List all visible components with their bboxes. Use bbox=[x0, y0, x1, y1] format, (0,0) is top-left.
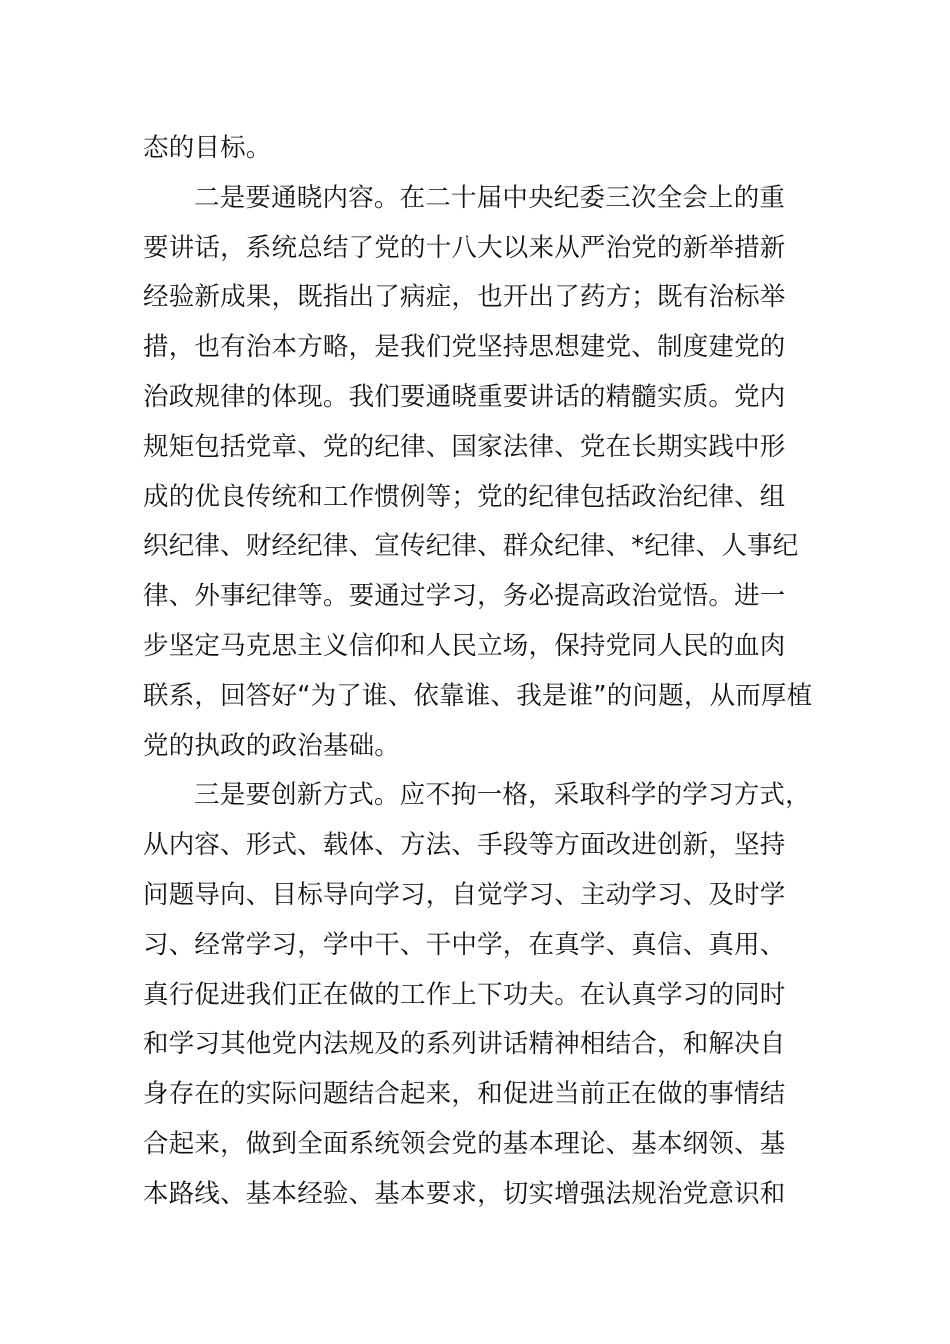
text-line: 合起来，做到全面系统领会党的基本理论、基本纲领、基 bbox=[143, 1128, 786, 1159]
text-line: 和学习其他党内法规及的系列讲话精神相结合，和解决自 bbox=[143, 1029, 786, 1060]
text-line: 二是要通晓内容。在二十届中央纪委三次全会上的重 bbox=[194, 182, 786, 213]
text-line: 律、外事纪律等。要通过学习，务必提高政治觉悟。进一 bbox=[143, 581, 786, 612]
text-line: 规矩包括党章、党的纪律、国家法律、党在长期实践中形 bbox=[143, 431, 786, 462]
text-line: 经验新成果，既指出了病症，也开出了药方；既有治标举 bbox=[143, 282, 786, 313]
text-line: 党的执政的政治基础。 bbox=[143, 730, 401, 761]
text-line: 织纪律、财经纪律、宣传纪律、群众纪律、*纪律、人事纪 bbox=[143, 531, 799, 562]
paragraph-chuangxin-fangshi bbox=[143, 771, 843, 1219]
text-line: 步坚定马克思主义信仰和人民立场，保持党同人民的血肉 bbox=[143, 630, 786, 661]
text-line: 联系，回答好“为了谁、依靠谁、我是谁”的问题，从而厚植 bbox=[143, 680, 813, 711]
text-line: 措，也有治本方略，是我们党坚持思想建党、制度建党的 bbox=[143, 332, 786, 363]
text-line: 问题导向、目标导向学习，自觉学习、主动学习、及时学 bbox=[143, 879, 786, 910]
text-line: 治政规律的体现。我们要通晓重要讲话的精髓实质。党内 bbox=[143, 381, 786, 412]
text-line: 三是要创新方式。应不拘一格，采取科学的学习方式， bbox=[194, 780, 811, 811]
text-line: 成的优良传统和工作惯例等；党的纪律包括政治纪律、组 bbox=[143, 481, 786, 512]
text-line: 习、经常学习，学中干、干中学，在真学、真信、真用、 bbox=[143, 929, 786, 960]
text-line: 身存在的实际问题结合起来，和促进当前正在做的事情结 bbox=[143, 1079, 786, 1110]
text-line: 真行促进我们正在做的工作上下功夫。在认真学习的同时 bbox=[143, 979, 786, 1010]
body-text bbox=[143, 124, 843, 1220]
paragraph-tongxiao-neirong bbox=[143, 174, 843, 772]
text-line: 要讲话，系统总结了党的十八大以来从严治党的新举措新 bbox=[143, 232, 786, 263]
paragraph-continuation bbox=[143, 124, 843, 174]
text-line: 本路线、基本经验、基本要求，切实增强法规治党意识和 bbox=[143, 1178, 786, 1209]
text-line: 从内容、形式、载体、方法、手段等方面改进创新，坚持 bbox=[143, 830, 786, 861]
text-line: 态的目标。 bbox=[143, 133, 272, 163]
